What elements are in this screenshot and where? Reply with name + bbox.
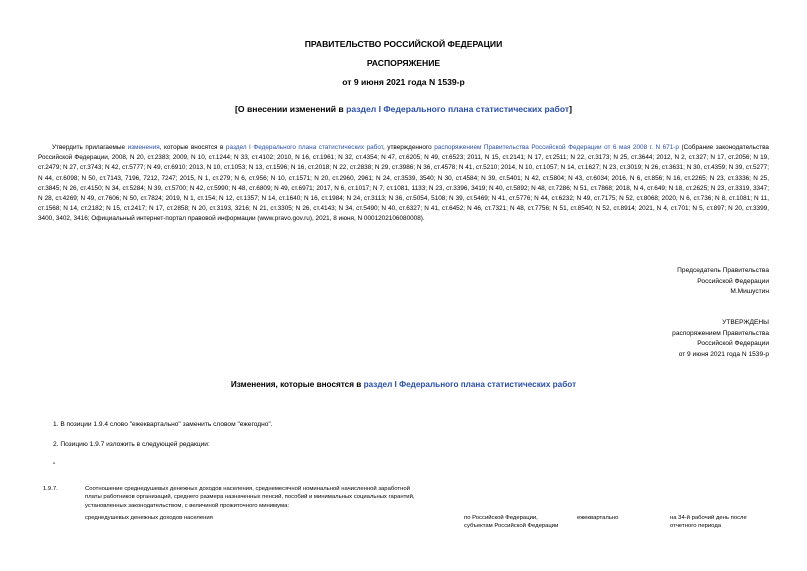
changes-title-link[interactable]: раздел I Федерального плана статистических работ — [363, 380, 577, 389]
table-description-line-3: установленных законодательством, с величиной прожиточного минимума: — [85, 502, 290, 509]
government-title: ПРАВИТЕЛЬСТВО РОССИЙСКОЙ ФЕДЕРАЦИИ — [304, 39, 503, 49]
main-paragraph — [38, 143, 769, 225]
approval-line-2: распоряжением Правительства — [672, 329, 769, 337]
change-item-2: 2. Позицию 1.9.7 изложить в следующей редакции: — [53, 441, 210, 448]
signature-position: Председатель Правительства — [677, 267, 769, 274]
table-deadline — [670, 514, 747, 531]
table-description — [85, 485, 465, 510]
table-subitem: среднедушевых денежных доходов населения — [85, 515, 213, 521]
document-type: РАСПОРЯЖЕНИЕ — [366, 58, 441, 68]
subtitle-link[interactable]: раздел I Федерального плана статистических работ — [346, 104, 570, 114]
document-subtitle — [0, 104, 807, 114]
decree-link[interactable]: распоряжением Правительства Российской Федерации от 6 мая 2008 г. N 671-р — [434, 144, 679, 151]
approval-block — [672, 318, 769, 360]
table-deadline-line-2: отчетного периода — [670, 523, 722, 530]
changes-link[interactable]: изменения — [127, 144, 160, 151]
paragraph-text-4: (Собрание законодательства Российской Федерации, 2008, N 20, ст.2383; 2009, N 10, ст.1244; N 33, ст.4102; 2010, N 16, ст.1961; N 32, ст.4354; N 47, ст.6205; N 49, ст.6523; 2011, N 15, ст.2141; N 17, ст.2511; N 22, ст.3173; N 25, ст.3644; 2012, N 2, ст.327; N 17, ст.2056; N 19, ст.2479; N 27, ст.3743; N 42, ст.5777; N 49, ст.6910; 2013, N 10, ст.1053; N 13, ст.1596; N 16, ст.2018; N 22, ст.2838; N 29, ст.3986; N 36, ст.4578; N 41, ст.5210; 2014, N 10, ст.1057; N 14, ст.1627; N 23, ст.3019; N 26, ст.3631; N 30, ст.4359; N 39, ст.5277; N 44, ст.6098; N 50, ст.7143, 7196, 7212, 7247; 2015, N 1, ст.279; N 6, ст.956; N 10, ст.1571; N 20, ст.2960, 2961; N 24, ст.3539, 3540; N 30, ст.4584; N 39, ст.5401; N 42, ст.5804; N 43, ст.6034; 2016, N 6, ст.856; N 16, ст.2265; N 23, ст.3336; N 25, ст.3845; N 26, ст.4150; N 34, ст.5284; N 39, ст.5700; N 42, ст.5990; N 48, ст.6809; N 49, ст.6971; 2017, N 6, ст.1017; N 7, ст.1081, 1133; N 23, ст.3396, 3419; N 40, ст.5892; N 48, ст.7286; N 51, ст.7868; 2018, N 4, ст.649; N 18, ст.2625; N 23, ст.3319, 3347; N 28, ст.4269; N 49, ст.7606; N 50, ст.7824; 2019, N 1, ст.154; N 12, ст.1357; N 14, ст.1640; N 16, ст.1984; N 24, ст.3113; N 36, ст.5054, 5108; N 39, ст.5469; N 41, ст.5776; N 44, ст.6232; N 49, ст.7175; N 52, ст.8068; 2020, N 6, ст.736; N 8, ст.1081; N 11, ст.1568; N 14, ст.2182; N 15, ст.2417; N 17, ст.2858; N 20, ст.3193, 3216; N 21, ст.3305; N 26, ст.4143; N 34, ст.5490; N 40, ст.6327; N 41, ст.6452; N 46, ст.7321; N 48, ст.7756; N 51, ст.8540; N 52, ст.8914; 2021, N 4, ст.701; N 5, ст.897; N 20, ст.3399, 3400, 3402, 3416; Официальный интернет-портал правовой информации (www.pravo.gov.ru), 2021, 8 июня, N 0001202106080008). — [38, 144, 769, 223]
opening-quote: " — [53, 462, 56, 469]
table-description-line-1: Соотношение среднедушевых денежных доходов населения, среднемесячной номинальной начисленной заработной — [85, 486, 410, 492]
change-item-1: 1. В позиции 1.9.4 слово "ежеквартально" заменить словом "ежегодно". — [53, 421, 273, 428]
document-date-number: от 9 июня 2021 года N 1539-р — [342, 77, 465, 87]
changes-title — [0, 380, 807, 389]
subtitle-suffix: ] — [569, 104, 572, 114]
table-scope — [464, 514, 558, 531]
table-scope-line-2: субъектам Российской Федерации — [464, 523, 559, 530]
signature-block — [677, 266, 769, 298]
approval-line-3: Российской Федерации — [697, 340, 769, 348]
paragraph-text-3: , утвержденного — [382, 144, 435, 151]
table-position-number: 1.9.7. — [43, 486, 58, 492]
approval-date: от 9 июня 2021 года N 1539-р — [678, 350, 769, 358]
table-deadline-line-1: на 34-й рабочий день после — [670, 515, 747, 521]
paragraph-text-1: Утвердить прилагаемые — [52, 144, 128, 151]
changes-title-prefix: Изменения, которые вносятся в — [230, 380, 364, 389]
approval-title: УТВЕРЖДЕНЫ — [722, 319, 769, 326]
table-description-line-2: платы работников организаций, среднего размера назначенных пенсий, пособий и минимальных социальных гарантий, — [85, 494, 415, 501]
signature-country: Российской Федерации — [697, 277, 769, 285]
table-scope-line-1: по Российской Федерации, — [464, 515, 538, 521]
subtitle-prefix: [О внесении изменений в — [235, 104, 347, 114]
signature-name: М.Мишустин — [730, 288, 769, 296]
plan-section-link[interactable]: раздел I Федерального плана статистических работ — [225, 144, 383, 151]
paragraph-text-2: , которые вносятся в — [159, 144, 226, 151]
table-frequency: ежеквартально — [577, 515, 619, 521]
